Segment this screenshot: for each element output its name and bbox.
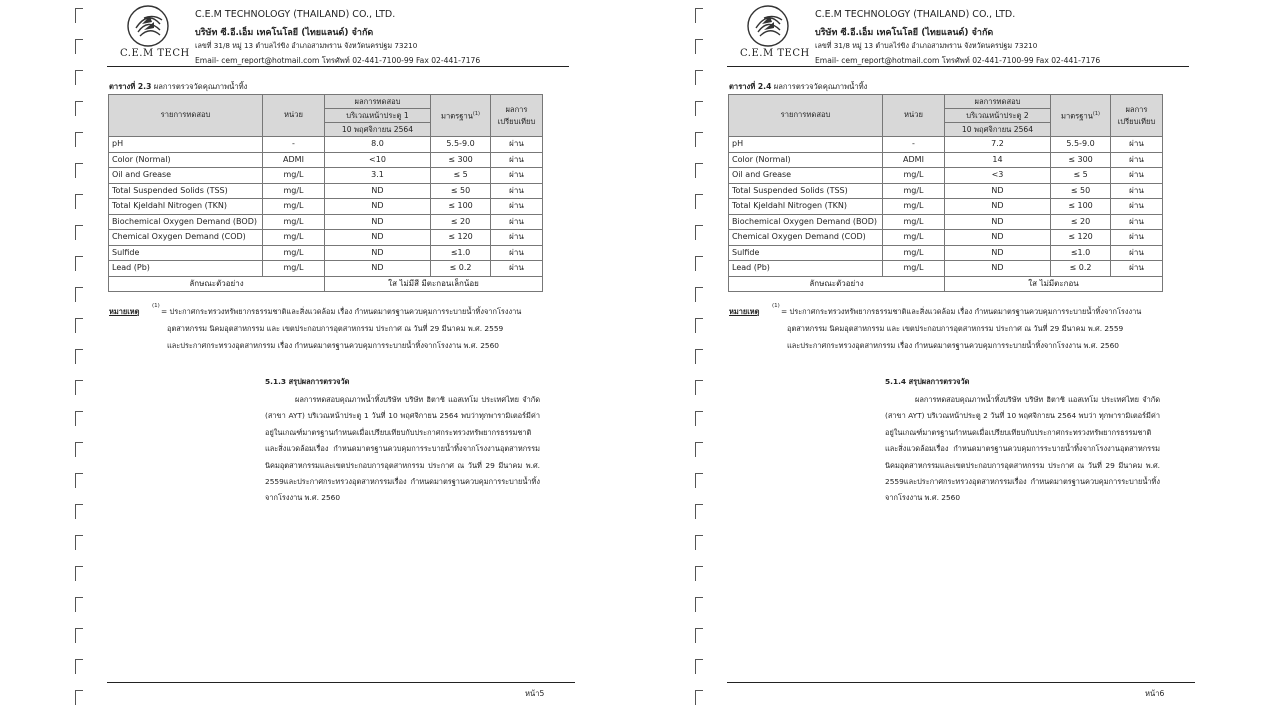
result-cell: ND: [325, 214, 431, 230]
summary-section: [885, 376, 1160, 507]
compare-cell: ผ่าน: [1111, 214, 1163, 230]
col-header-date: 10 พฤศจิกายน 2564: [945, 123, 1051, 137]
binder-hole: [75, 504, 83, 519]
param-cell: Chemical Oxygen Demand (COD): [729, 230, 883, 246]
binder-hole: [75, 473, 83, 488]
page-header: [735, 4, 1225, 66]
col-header-item: รายการทดสอบ: [109, 95, 263, 137]
compare-cell: ผ่าน: [491, 245, 543, 261]
binder-hole: [695, 473, 703, 488]
compare-cell: ผ่าน: [491, 261, 543, 277]
report-page-left: [75, 0, 695, 720]
binder-hole: [75, 442, 83, 457]
result-cell: ND: [945, 261, 1051, 277]
notes-line-2: อุตสาหกรรม นิคมอุตสาหกรรม และ เขตประกอบการอุตสาหกรรม ประกาศ ณ วันที่ 29 มีนาคม พ.ศ. 2559: [167, 324, 504, 333]
standard-cell: ≤ 50: [1051, 183, 1111, 199]
param-cell: Biochemical Oxygen Demand (BOD): [729, 214, 883, 230]
standard-cell: ≤ 300: [431, 152, 491, 168]
binder-hole: [75, 628, 83, 643]
col-header-location: บริเวณหน้าประตู 1: [325, 109, 431, 123]
results-table: [728, 94, 1163, 292]
table-caption: [729, 81, 867, 93]
company-name-en: C.E.M TECHNOLOGY (THAILAND) CO., LTD.: [815, 9, 1016, 20]
table-caption-label: ตารางที่ 2.4: [729, 82, 772, 91]
header-divider: [727, 66, 1189, 67]
summary-section: [265, 376, 540, 507]
col-header-item: รายการทดสอบ: [729, 95, 883, 137]
binder-hole: [695, 318, 703, 333]
result-cell: 7.2: [945, 137, 1051, 153]
notes-line-2: อุตสาหกรรม นิคมอุตสาหกรรม และ เขตประกอบการอุตสาหกรรม ประกาศ ณ วันที่ 29 มีนาคม พ.ศ. 2559: [787, 324, 1124, 333]
standard-cell: ≤ 5: [1051, 168, 1111, 184]
unit-cell: mg/L: [263, 230, 325, 246]
compare-cell: ผ่าน: [491, 214, 543, 230]
binder-hole: [695, 39, 703, 54]
table-row: [109, 261, 543, 277]
standard-cell: ≤ 100: [1051, 199, 1111, 215]
sample-characteristic-label: ลักษณะตัวอย่าง: [109, 276, 325, 292]
standard-sup: (1): [1092, 110, 1101, 117]
compare-cell: ผ่าน: [491, 199, 543, 215]
col-header-unit: หน่วย: [883, 95, 945, 137]
param-cell: pH: [109, 137, 263, 153]
standard-cell: 5.5-9.0: [1051, 137, 1111, 153]
compare-cell: ผ่าน: [1111, 230, 1163, 246]
result-cell: ND: [945, 230, 1051, 246]
unit-cell: mg/L: [263, 199, 325, 215]
binder-hole: [75, 39, 83, 54]
compare-label-2: เปรียบเทียบ: [497, 116, 536, 126]
binder-hole: [75, 349, 83, 364]
results-rows: [729, 137, 1163, 292]
unit-cell: mg/L: [883, 214, 945, 230]
compare-cell: ผ่าน: [491, 183, 543, 199]
binder-hole: [75, 597, 83, 612]
unit-cell: -: [883, 137, 945, 153]
binder-hole: [695, 566, 703, 581]
table-row: [729, 152, 1163, 168]
sample-characteristic-row: [109, 276, 543, 292]
table-row: [109, 214, 543, 230]
sample-characteristic-row: [729, 276, 1163, 292]
binder-hole: [695, 70, 703, 85]
compare-cell: ผ่าน: [1111, 183, 1163, 199]
results-table: [108, 94, 543, 292]
notes-sup: (1): [152, 303, 160, 309]
standard-cell: ≤ 5: [431, 168, 491, 184]
param-cell: Sulfide: [109, 245, 263, 261]
result-cell: ND: [325, 183, 431, 199]
result-cell: ND: [325, 261, 431, 277]
sample-characteristic-value: ใส ไม่มีตะกอน: [945, 276, 1163, 292]
binder-hole: [695, 225, 703, 240]
binder-hole: [695, 194, 703, 209]
param-cell: Color (Normal): [729, 152, 883, 168]
col-header-standard: [431, 95, 491, 137]
binder-hole: [695, 349, 703, 364]
unit-cell: mg/L: [883, 183, 945, 199]
summary-title: 5.1.3 สรุปผลการตรวจวัด: [265, 377, 350, 386]
unit-cell: mg/L: [883, 261, 945, 277]
binder-hole: [75, 101, 83, 116]
standard-cell: 5.5-9.0: [431, 137, 491, 153]
compare-cell: ผ่าน: [1111, 199, 1163, 215]
standard-cell: ≤ 50: [431, 183, 491, 199]
binder-hole: [75, 287, 83, 302]
param-cell: Biochemical Oxygen Demand (BOD): [109, 214, 263, 230]
binder-hole: [695, 8, 703, 23]
compare-cell: ผ่าน: [491, 137, 543, 153]
binder-hole: [695, 380, 703, 395]
notes-line-1: = ประกาศกระทรวงทรัพยากรธรรมชาติและสิ่งแวดล้อม เรื่อง กำหนดมาตรฐานควบคุมการระบายน้ำทิ้งจากโรงงาน: [781, 307, 1142, 316]
sample-characteristic-value: ใส ไม่มีสี มีตะกอนเล็กน้อย: [325, 276, 543, 292]
table-row: [729, 199, 1163, 215]
unit-cell: mg/L: [883, 230, 945, 246]
result-cell: <10: [325, 152, 431, 168]
col-header-result: ผลการทดสอบ: [945, 95, 1051, 109]
result-cell: ND: [325, 199, 431, 215]
compare-cell: ผ่าน: [491, 168, 543, 184]
table-row: [109, 230, 543, 246]
col-header-compare: [1111, 95, 1163, 137]
binder-hole: [75, 566, 83, 581]
company-contact: Email- cem_report@hotmail.com โทรศัพท์ 02-441-7100-99 Fax 02-441-7176: [195, 56, 481, 65]
page-header: [115, 4, 605, 66]
binder-hole: [695, 132, 703, 147]
unit-cell: mg/L: [883, 199, 945, 215]
result-cell: 8.0: [325, 137, 431, 153]
result-cell: <3: [945, 168, 1051, 184]
notes-sup: (1): [772, 303, 780, 309]
binder-hole: [695, 535, 703, 550]
param-cell: pH: [729, 137, 883, 153]
table-caption-label: ตารางที่ 2.3: [109, 82, 152, 91]
table-caption-text: ผลการตรวจวัดคุณภาพน้ำทิ้ง: [773, 82, 868, 91]
binder-hole: [75, 318, 83, 333]
param-cell: Lead (Pb): [109, 261, 263, 277]
notes-line-1: = ประกาศกระทรวงทรัพยากรธรรมชาติและสิ่งแวดล้อม เรื่อง กำหนดมาตรฐานควบคุมการระบายน้ำทิ้งจากโรงงาน: [161, 307, 522, 316]
param-cell: Total Suspended Solids (TSS): [109, 183, 263, 199]
binder-hole: [75, 380, 83, 395]
standard-cell: ≤ 0.2: [431, 261, 491, 277]
table-row: [729, 168, 1163, 184]
result-cell: ND: [325, 245, 431, 261]
standard-cell: ≤1.0: [431, 245, 491, 261]
binder-hole: [75, 411, 83, 426]
unit-cell: ADMI: [883, 152, 945, 168]
compare-label-2: เปรียบเทียบ: [1117, 116, 1156, 126]
compare-cell: ผ่าน: [1111, 245, 1163, 261]
table-row: [109, 183, 543, 199]
binder-hole: [75, 132, 83, 147]
notes-line-3: และประกาศกระทรวงอุตสาหกรรม เรื่อง กำหนดมาตรฐานควบคุมการระบายน้ำทิ้งจากโรงงาน พ.ศ. 2560: [787, 341, 1120, 350]
page-number: หน้า5: [525, 689, 545, 698]
compare-label-1: ผลการ: [505, 104, 528, 114]
summary-title: 5.1.4 สรุปผลการตรวจวัด: [885, 377, 970, 386]
binder-hole: [695, 411, 703, 426]
results-rows: [109, 137, 543, 292]
table-row: [109, 137, 543, 153]
page-number: หน้า6: [1145, 689, 1165, 698]
summary-body: ผลการทดสอบคุณภาพน้ำทิ้งบริษัท บริษัท ฮิตาชิ แอสเทโม ประเทศไทย จำกัด (สาขา AYT) บริเวณหน้าประตู 1 วันที่ 10 พฤศจิกายน 2564 พบว่าทุกพารามิเตอร์มีค่าอยู่ในเกณฑ์มาตรฐานกำหนดเมื่อเปรียบเทียบกับประกาศกระทรวงทรัพยากรธรรมชาติและสิ่งแวดล้อมเรื่อง กำหนดมาตรฐานควบคุมการระบายน้ำทิ้งจากโรงงานอุตสาหกรรม นิคมอุตสาหกรรมและเขตประกอบการอุตสาหกรรม ประกาศ ณ วันที่ 29 มีนาคม พ.ศ. 2559และประกาศกระทรวงอุตสาหกรรมเรื่อง กำหนดมาตรฐานควบคุมการระบายน้ำทิ้งจากโรงงาน พ.ศ. 2560: [265, 395, 540, 503]
standard-cell: ≤ 120: [1051, 230, 1111, 246]
notes-line-3: และประกาศกระทรวงอุตสาหกรรม เรื่อง กำหนดมาตรฐานควบคุมการระบายน้ำทิ้งจากโรงงาน พ.ศ. 2560: [167, 341, 500, 350]
param-cell: Lead (Pb): [729, 261, 883, 277]
standard-label: มาตรฐาน: [440, 111, 473, 121]
table-caption-text: ผลการตรวจวัดคุณภาพน้ำทิ้ง: [153, 82, 248, 91]
result-cell: ND: [945, 245, 1051, 261]
standard-label: มาตรฐาน: [1060, 111, 1093, 121]
unit-cell: ADMI: [263, 152, 325, 168]
binder-hole: [695, 690, 703, 705]
standard-sup: (1): [472, 110, 481, 117]
param-cell: Sulfide: [729, 245, 883, 261]
company-name-th: บริษัท ซี.อี.เอ็ม เทคโนโลยี (ไทยแลนด์) จำกัด: [195, 28, 374, 38]
unit-cell: mg/L: [263, 214, 325, 230]
table-row: [109, 245, 543, 261]
binder-hole: [695, 504, 703, 519]
result-cell: 3.1: [325, 168, 431, 184]
unit-cell: mg/L: [263, 183, 325, 199]
compare-cell: ผ่าน: [491, 152, 543, 168]
summary-body: ผลการทดสอบคุณภาพน้ำทิ้งบริษัท บริษัท ฮิตาชิ แอสเทโม ประเทศไทย จำกัด (สาขา AYT) บริเวณหน้าประตู 2 วันที่ 10 พฤศจิกายน 2564 พบว่า ทุกพารามิเตอร์มีค่าอยู่ในเกณฑ์มาตรฐานกำหนดเมื่อเปรียบเทียบกับประกาศกระทรวงทรัพยากรธรรมชาติและสิ่งแวดล้อมเรื่อง กำหนดมาตรฐานควบคุมการระบายน้ำทิ้งจากโรงงานอุตสาหกรรม นิคมอุตสาหกรรมและเขตประกอบการอุตสาหกรรม ประกาศ ณ วันที่ 29 มีนาคม พ.ศ. 2559และประกาศกระทรวงอุตสาหกรรมเรื่อง กำหนดมาตรฐานควบคุมการระบายน้ำทิ้งจากโรงงาน พ.ศ. 2560: [885, 395, 1160, 503]
notes-label: หมายเหตุ: [109, 307, 140, 316]
param-cell: Color (Normal): [109, 152, 263, 168]
binder-hole: [695, 287, 703, 302]
binder-hole: [695, 101, 703, 116]
param-cell: Oil and Grease: [729, 168, 883, 184]
binder-hole: [75, 70, 83, 85]
logo-text: C.E.M TECH: [120, 48, 190, 59]
binder-hole: [75, 163, 83, 178]
param-cell: Total Suspended Solids (TSS): [729, 183, 883, 199]
table-row: [729, 261, 1163, 277]
table-row: [109, 152, 543, 168]
company-name-th: บริษัท ซี.อี.เอ็ม เทคโนโลยี (ไทยแลนด์) จำกัด: [815, 28, 994, 38]
unit-cell: mg/L: [263, 261, 325, 277]
table-row: [729, 137, 1163, 153]
table-row: [729, 214, 1163, 230]
result-cell: ND: [945, 199, 1051, 215]
sample-characteristic-label: ลักษณะตัวอย่าง: [729, 276, 945, 292]
logo-text: C.E.M TECH: [740, 48, 810, 59]
col-header-result: ผลการทดสอบ: [325, 95, 431, 109]
table-row: [729, 183, 1163, 199]
report-page-right: [695, 0, 1280, 720]
compare-cell: ผ่าน: [491, 230, 543, 246]
standard-cell: ≤ 20: [431, 214, 491, 230]
col-header-compare: [491, 95, 543, 137]
unit-cell: mg/L: [883, 168, 945, 184]
binder-hole: [75, 535, 83, 550]
company-address: เลขที่ 31/8 หมู่ 13 ตำบลไร่ขิง อำเภอสามพราน จังหวัดนครปฐม 73210: [815, 41, 1038, 50]
unit-cell: -: [263, 137, 325, 153]
binder-hole: [695, 256, 703, 271]
standard-cell: ≤ 120: [431, 230, 491, 246]
notes-label: หมายเหตุ: [729, 307, 760, 316]
standard-cell: ≤ 0.2: [1051, 261, 1111, 277]
table-row: [729, 245, 1163, 261]
col-header-standard: [1051, 95, 1111, 137]
result-cell: 14: [945, 152, 1051, 168]
col-header-unit: หน่วย: [263, 95, 325, 137]
binder-hole: [75, 194, 83, 209]
binder-hole: [75, 256, 83, 271]
table-row: [729, 230, 1163, 246]
company-name-en: C.E.M TECHNOLOGY (THAILAND) CO., LTD.: [195, 9, 396, 20]
header-divider: [107, 66, 569, 67]
table-row: [109, 168, 543, 184]
binder-hole: [75, 225, 83, 240]
binder-hole: [695, 597, 703, 612]
binder-hole: [695, 659, 703, 674]
result-cell: ND: [945, 183, 1051, 199]
binder-hole: [695, 163, 703, 178]
table-row: [109, 199, 543, 215]
compare-cell: ผ่าน: [1111, 152, 1163, 168]
company-address: เลขที่ 31/8 หมู่ 13 ตำบลไร่ขิง อำเภอสามพราน จังหวัดนครปฐม 73210: [195, 41, 418, 50]
binder-hole: [75, 8, 83, 23]
standard-cell: ≤ 300: [1051, 152, 1111, 168]
compare-cell: ผ่าน: [1111, 168, 1163, 184]
binder-hole: [75, 690, 83, 705]
result-cell: ND: [325, 230, 431, 246]
col-header-date: 10 พฤศจิกายน 2564: [325, 123, 431, 137]
binder-marks: [695, 0, 705, 720]
footer-divider: [107, 682, 575, 683]
compare-cell: ผ่าน: [1111, 137, 1163, 153]
unit-cell: mg/L: [263, 168, 325, 184]
binder-hole: [695, 628, 703, 643]
param-cell: Oil and Grease: [109, 168, 263, 184]
param-cell: Total Kjeldahl Nitrogen (TKN): [109, 199, 263, 215]
standard-cell: ≤ 100: [431, 199, 491, 215]
binder-hole: [695, 442, 703, 457]
table-caption: [109, 81, 247, 93]
col-header-location: บริเวณหน้าประตู 2: [945, 109, 1051, 123]
result-cell: ND: [945, 214, 1051, 230]
company-contact: Email- cem_report@hotmail.com โทรศัพท์ 02-441-7100-99 Fax 02-441-7176: [815, 56, 1101, 65]
param-cell: Chemical Oxygen Demand (COD): [109, 230, 263, 246]
footer-divider: [727, 682, 1195, 683]
standard-cell: ≤1.0: [1051, 245, 1111, 261]
unit-cell: mg/L: [883, 245, 945, 261]
binder-marks: [75, 0, 85, 720]
unit-cell: mg/L: [263, 245, 325, 261]
binder-hole: [75, 659, 83, 674]
standard-cell: ≤ 20: [1051, 214, 1111, 230]
param-cell: Total Kjeldahl Nitrogen (TKN): [729, 199, 883, 215]
compare-cell: ผ่าน: [1111, 261, 1163, 277]
compare-label-1: ผลการ: [1125, 104, 1148, 114]
